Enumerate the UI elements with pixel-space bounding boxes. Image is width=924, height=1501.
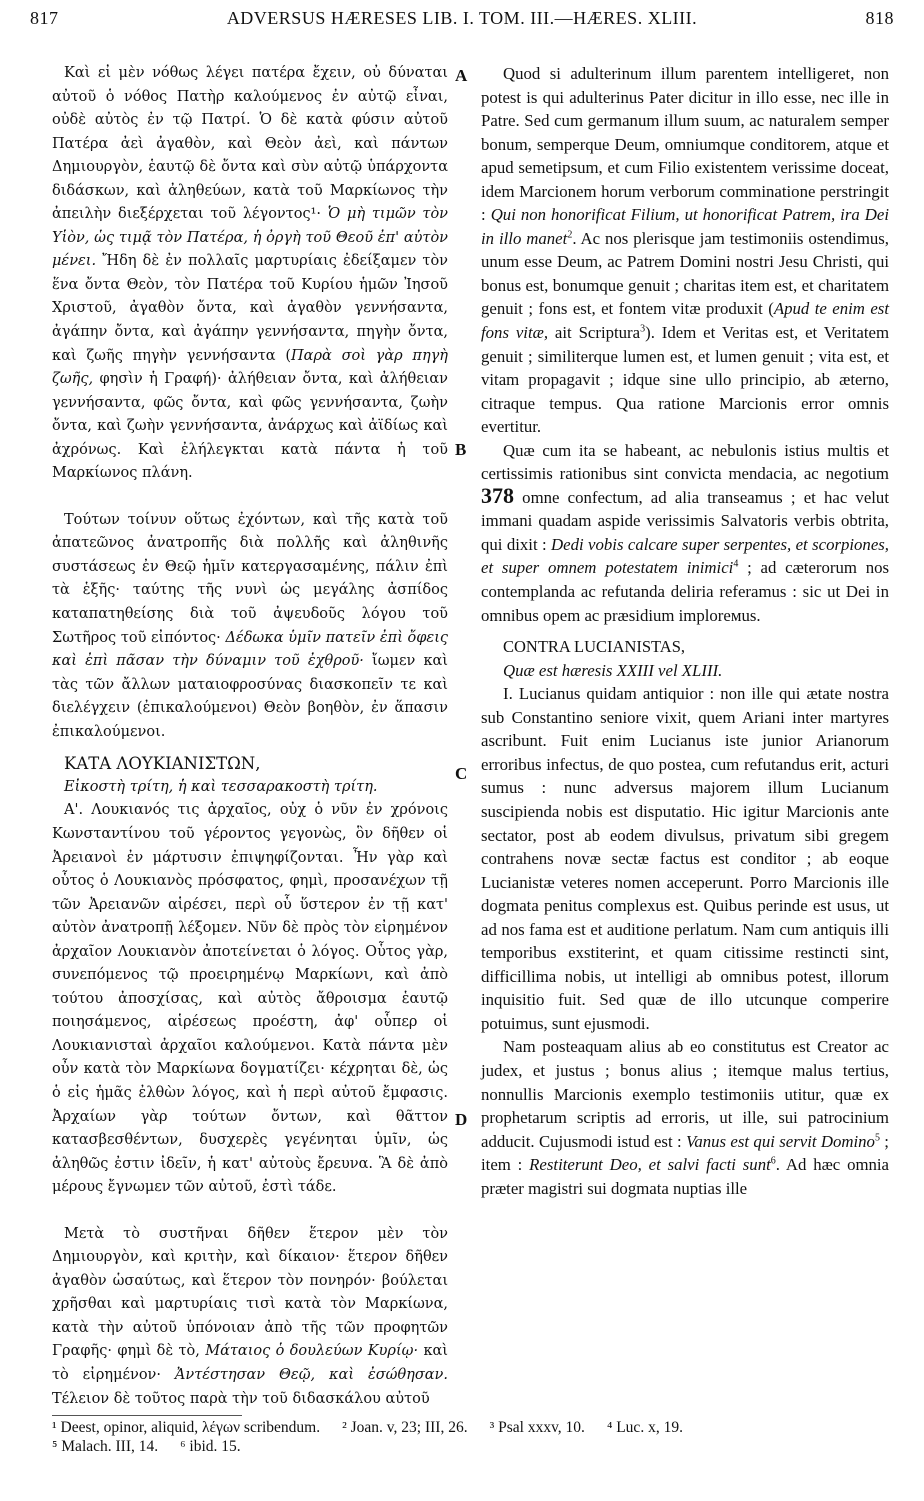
footnote-3: ³ Psal xxxv, 10. [489, 1419, 585, 1436]
latin-text: ; item : [481, 1131, 889, 1175]
footnote-2: ² Joan. v, 23; III, 26. [342, 1419, 468, 1436]
footnotes [52, 1418, 884, 1456]
greek-paragraph-4 [52, 1223, 448, 1411]
greek-quote: Μάταιος ὁ δουλεύων Κυρίῳ· [205, 1343, 419, 1360]
greek-text: Μετὰ τὸ συστῆναι δῆθεν ἕτερον μὲν τὸν Δημιουργὸν, καὶ κριτὴν, καὶ δίκαιον· ἕτερον δῆθεν ἀγαθὸν ὡσαύτως, καὶ ἕτερον τὸν πονηρόν· βούλεται χρῆσθαι καὶ μαρτυρίαις τισὶ κατὰ τὸν Μαρκίωνα, κατὰ τὴν αὐτοῦ ὑπόνοιαν ἀπὸ τῆς τῶν προφητῶν Γραφῆς· φημὶ δὲ τὸ, [52, 1225, 448, 1360]
greek-text: φησὶν ἡ Γραφή)· ἀλήθειαν ὄντα, καὶ ἀλήθειαν γεννήσαντα, φῶς ὄντα, καὶ φῶς γεννήσαντα, ζωὴν ὄντα, καὶ ζωὴν γεννήσαντα, ἀνάρχως καὶ ἀϊδίως καὶ ἀχρόνως. Καὶ ἐλήλεγκται κατὰ πάντα ἡ τοῦ Μαρκίωνος πλάνη. [52, 371, 448, 482]
greek-quote: Ἀντέστησαν Θεῷ, καὶ ἐσώθησαν. [174, 1366, 448, 1383]
greek-text: καὶ τὸ εἰρημένον· [52, 1343, 448, 1383]
footnote-4: ⁴ Luc. x, 19. [606, 1419, 683, 1436]
footnote-ref: 6 [770, 1155, 776, 1167]
page-title: ADVERSUS HÆRESES LIB. I. TOM. III.—HÆRES. XLIII. [226, 8, 698, 28]
section-marker-b: B [455, 440, 467, 459]
latin-text: Nam posteaquam alius ab eo constitutus est Creator ac judex, et justus ; bonus alius ; itemque malus tertius, nonnullis Marcionis exemplo testimoniis utitur, quæ ex prophetarum scriptis ad erroris, ut ille, sui patrocinium adducit. Cujusmodi istud est : [481, 1037, 889, 1151]
page-number-left: 817 [30, 8, 59, 28]
greek-section-subheading: Εἰκοστὴ τρίτη, ἡ καὶ τεσσαρακοστὴ τρίτη. [64, 778, 378, 795]
latin-section-subheading: Quæ est hæresis XXIII vel XLIII. [503, 660, 723, 680]
latin-section-heading: CONTRA LUCIANISTAS, [503, 637, 686, 657]
footnote-6: ⁶ ibid. 15. [180, 1438, 241, 1455]
running-head [30, 6, 894, 32]
latin-text: . Ac nos plerisque jam testimoniis ostendimus, unum esse Deum, ac Patrem Domini nostri Jesu Christi, qui bonus est, bonumque genuit ; charitas item est, et charitatem genuit ; fons est, et fontem vitæ produxit ( [481, 228, 890, 319]
footnote-line-1 [52, 1418, 884, 1437]
page-number-right: 818 [865, 8, 894, 28]
latin-paragraph-4 [481, 1035, 889, 1200]
latin-quote: Qui non honorificat Filium, ut honorificat Patrem, ira Dei in illo manet [481, 205, 889, 248]
latin-text: omne confectum, ad alia transeamus ; et hac velut immani quadam aspide verissimis Salvatoris verbis obtrita, qui dixit : [481, 487, 889, 554]
section-marker-d: D [455, 1110, 468, 1129]
footnote-ref: 2 [567, 229, 573, 241]
footnote-ref: 3 [640, 323, 646, 335]
latin-text: . Ad hæc omnia præter magistri sui dogmata nuptias ille [481, 1155, 890, 1198]
footnote-line-2 [52, 1437, 884, 1456]
latin-quote: Apud te enim est fons vitæ, [481, 299, 889, 343]
footnote-ref: 5 [874, 1132, 880, 1144]
latin-quote: Restiterunt Deo, et salvi facti sunt [529, 1155, 771, 1175]
greek-text: Τούτων τοίνυν οὕτως ἐχόντων, καὶ τῆς κατὰ τοῦ ἀπατεῶνος ἀνατροπῆς διὰ πολλῆς καὶ ἀληθινῆς συστάσεως ἐν Θεῷ ἡμῖν κατεργασαμένης, πάλιν ἐπὶ τὰ ἑξῆς· ταύτης τῆς νυνὶ ὡς μεγάλης ἀσπίδος καταπατηθείσης διὰ τοῦ ἀψευδοῦς λόγου τοῦ Σωτῆρος τοῦ εἰπόντος· [52, 511, 448, 646]
latin-quote: Vanus est qui servit Domino [685, 1131, 875, 1151]
latin-text: Quod si adulterinum illum parentem intelligeret, non potest is qui adulterinus Pater dicitur in illo esse, nec ille in Patre. Sed cum germanum illum suum, ac naturalem semper bonum, semperque Deum, omniumque conditorem, atque et apud semetipsum, et cum Filio existentem verissime doceat, idem Marcionem horum verborum comminatione perstringit : [481, 64, 889, 225]
greek-column [52, 62, 448, 1411]
greek-paragraph-1 [52, 62, 448, 486]
latin-text: ait Scriptura [548, 323, 641, 343]
greek-text: Τέλειον δὲ τοῦτος παρὰ τὴν τοῦ διδασκάλου αὐτοῦ [52, 1390, 430, 1407]
latin-paragraph-1 [481, 62, 889, 439]
section-marker-a: A [455, 66, 468, 85]
footnote-5: ⁵ Malach. III, 14. [52, 1438, 159, 1455]
footnote-ref: 4 [733, 558, 739, 570]
latin-paragraph-2 [481, 439, 889, 627]
section-marker-c: C [455, 764, 468, 783]
latin-paragraph-3: I. Lucianus quidam antiquior : non ille qui ætate nostra sub Constantino seniore vixit, quem Ariani inter martyres ascribunt. Fuit enim Lucianus iste junior Arianorum erroribus infectus, de quo postea, cum refutandus erit, acturi sumus : nunc adversus majorem illum Lucianum suscipienda nobis est disputatio. Hic igitur Marcionis ante sectator, post ab eodem divulsus, privatum sibi gregem contrahens novæ sectæ factus est conditor ; ab eoque Lucianistæ veteres nomen acceperunt. Porro Marcionis ille dogmata penitus complexus est. Quibus perinde est usus, ut ad nos fama est et auditione perlatum. Nam cum antiquis illi temporibus exstiterint, et quam citissime restincti sint, difficillima nobis, ut intelligi ab omnibus potest, illorum inquisitio fuit. Sed quæ de illo utcunque comperire potuimus, sunt ejusmodi. [481, 684, 889, 1033]
greek-text: Καὶ εἰ μὲν νόθως λέγει πατέρα ἔχειν, οὐ δύναται αὐτοῦ ὁ νόθος Πατὴρ καλούμενος ἐν αὐτῷ εἶναι, οὐδὲ αὐτὸς ἐν τῷ Πατρί. Ὁ δὲ κατὰ φύσιν αὐτοῦ Πατέρα ἀεὶ ἀγαθὸν, καὶ Θεὸν ἀεὶ, καὶ πάντων Δημιουργὸν, ἑαυτῷ δὲ ὄντα καὶ σὺν αὐτῷ ὑπάρχοντα διδάσκων, καὶ ἀληθεύων, κατὰ τοῦ Μαρκίωνος τὴν ἀπειλὴν διεξέρχεται τοῦ λέγοντος¹· [52, 65, 448, 223]
latin-text: ; ad cæterorum nos contemplanda ac refutanda deliria referamus : sic ut Dei in omnibus opem ac præsidium implorемus. [481, 558, 890, 625]
greek-section-heading: ΚΑΤΑ ΛΟΥΚΙΑΝΙΣΤΩΝ, [64, 754, 261, 774]
greek-paragraph-2 [52, 509, 448, 744]
greek-quote: Παρὰ σοὶ γὰρ πηγὴ ζωῆς, [52, 347, 448, 388]
greek-paragraph-3: Α'. Λουκιανός τις ἀρχαῖος, οὐχ ὁ νῦν ἐν χρόνοις Κωνσταντίνου τοῦ γέροντος γεγονὼς, ὃν δῆθεν οἱ Ἀρειανοὶ ἐν μάρτυσιν ἐπιψηφίζονται. Ἦν γὰρ καὶ οὗτος ὁ Λουκιανὸς πρόσφατος, φημὶ, προσανέχων τῇ τῶν Ἀρειανῶν αἱρέσει, περὶ οὗ ὕστερον ἐν τῇ κατ' αὐτὸν ἀνατροπῇ λέξομεν. Νῦν δὲ πρὸς τὸν εἰρημένον ἀρχαῖον Λουκιανὸν ἀποτείνεται ὁ λόγος. Οὗτος γὰρ, συνεπόμενος τῷ προειρημένῳ Μαρκίωνι, καὶ ἀπὸ τούτου ἀποσχίσας, καὶ αὐτὸς ἄθροισμα ἑαυτῷ ποιησάμενος, αἱρέσεως προέστη, ἀφ' οὗπερ οἱ Λουκιανισταὶ ἀρχαῖοι καλούμενοι. Κατὰ πάντα μὲν οὖν κατὰ τὸν Μαρκίωνα δογματίζει· κέχρηται δὲ, ὡς ὁ εἰς ἡμᾶς ἐλθὼν λόγος, καὶ ἡ περὶ αὐτοῦ ἔμφασις. Ἀρχαίων γὰρ τούτων ὄντων, καὶ θᾶττον κατασβεσθέντων, δυσχερὲς γεγένηται ὑμῖν, ὡς ἀληθῶς ἐστιν ἰδεῖν, ἡ κατ' αὐτοὺς ἔρευνα. Ἃ δὲ ἀπὸ μέρους ἔγνωμεν τῶν αὐτοῦ, ἐστὶ τάδε. [52, 802, 448, 1196]
greek-text: ἴωμεν καὶ τὰς τῶν ἄλλων ματαιοφροσύνας διασκοπεῖν τε καὶ διελέγχειν (ἐπικαλούμενοι) Θεὸν βοηθὸν, ἐν ἅπασιν ἐπικαλούμενοι. [52, 653, 448, 740]
greek-quote: Ὁ μὴ τιμῶν τὸν Υἱὸν, ὡς τιμᾷ τὸν Πατέρα, ἡ ὀργὴ τοῦ Θεοῦ ἐπ' αὐτὸν μένει. [52, 206, 448, 270]
column-number: 378 [481, 482, 514, 508]
greek-text: Ἤδη δὲ ἐν πολλαῖς μαρτυρίαις ἐδείξαμεν τὸν ἕνα ὄντα Θεὸν, τὸν Πατέρα τοῦ Κυρίου ἡμῶν Ἰησοῦ Χριστοῦ, ἀγαθὸν ὄντα, καὶ ἀγαθὸν γεννήσαντα, ἀγάπην ὄντα, καὶ ἀγάπην γεννήσαντα, πηγὴν ὄντα, καὶ ζωῆς πηγὴν γεννήσαντα ( [52, 253, 448, 364]
latin-text: Quæ cum ita se habeant, ac nebulonis istius multis et certissimis rationibus sint convicta mendacia, ac negotium [481, 440, 889, 484]
footnote-1: ¹ Deest, opinor, aliquid, λέγων scribendum. [52, 1419, 321, 1436]
latin-quote: Dedi vobis calcare super serpentes, et scorpiones, et super omnem potestatem inimici [481, 534, 889, 578]
footnote-rule [52, 1415, 242, 1416]
greek-quote: Δέδωκα ὑμῖν πατεῖν ἐπὶ ὄφεις καὶ ἐπὶ πᾶσαν τὴν δύναμιν τοῦ ἐχθροῦ· [52, 629, 449, 670]
latin-text: ). Idem et Veritas est, et Veritatem genuit ; similiterque lumen est, et lumen genuit ; vita est, et vitam propagavit ; idque sine ullo principio, ab æterno, citraque tempus. Qua ratione Marcionis error omnis evertitur. [481, 323, 889, 437]
latin-column [481, 62, 889, 1200]
